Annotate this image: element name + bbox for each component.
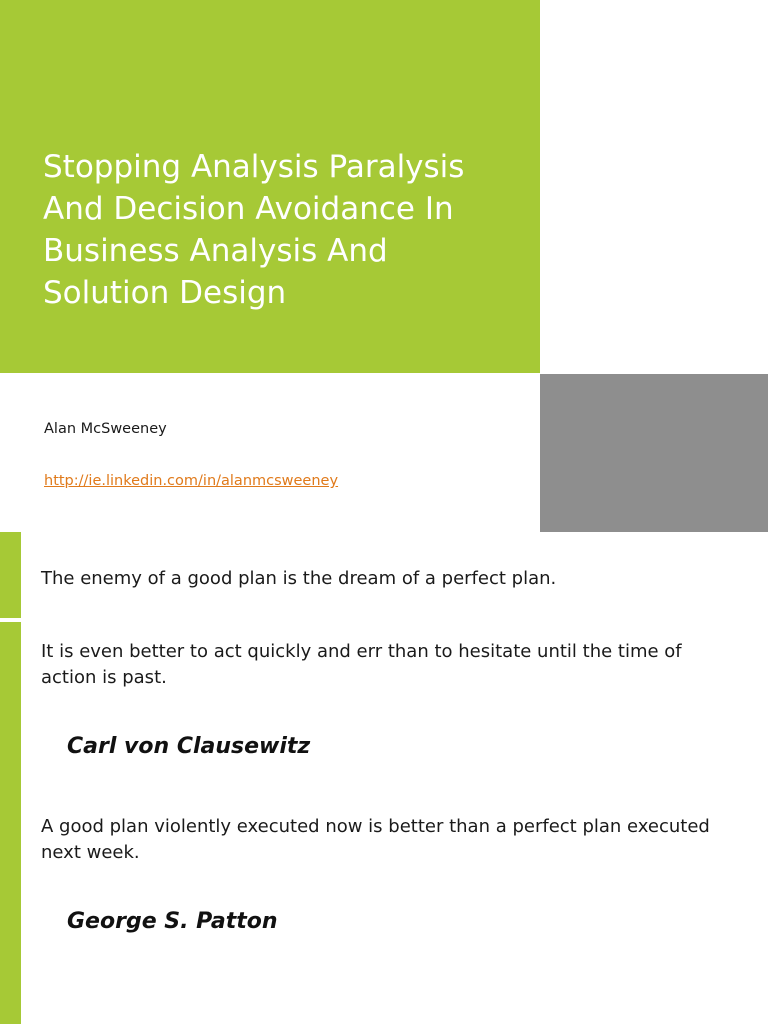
accent-bar-bottom [0, 622, 21, 1024]
quote-attribution: Carl von Clausewitz [67, 734, 311, 759]
author-name: Alan McSweeney [44, 421, 167, 437]
quote-attribution: George S. Patton [67, 909, 278, 934]
linkedin-link[interactable]: http://ie.linkedin.com/in/alanmcsweeney [44, 473, 339, 489]
quote-text: It is even better to act quickly and err than to hesitate until the time of action is past. [41, 641, 682, 688]
gray-decorative-block [540, 374, 768, 532]
accent-bar-top [0, 532, 21, 618]
title-banner [0, 0, 540, 373]
presentation-title: Stopping Analysis Paralysis And Decision Avoidance In Business Analysis And Solution Design [43, 149, 465, 311]
quote-text: The enemy of a good plan is the dream of a perfect plan. [41, 568, 557, 589]
quote-text: A good plan violently executed now is better than a perfect plan executed next week. [41, 816, 710, 863]
